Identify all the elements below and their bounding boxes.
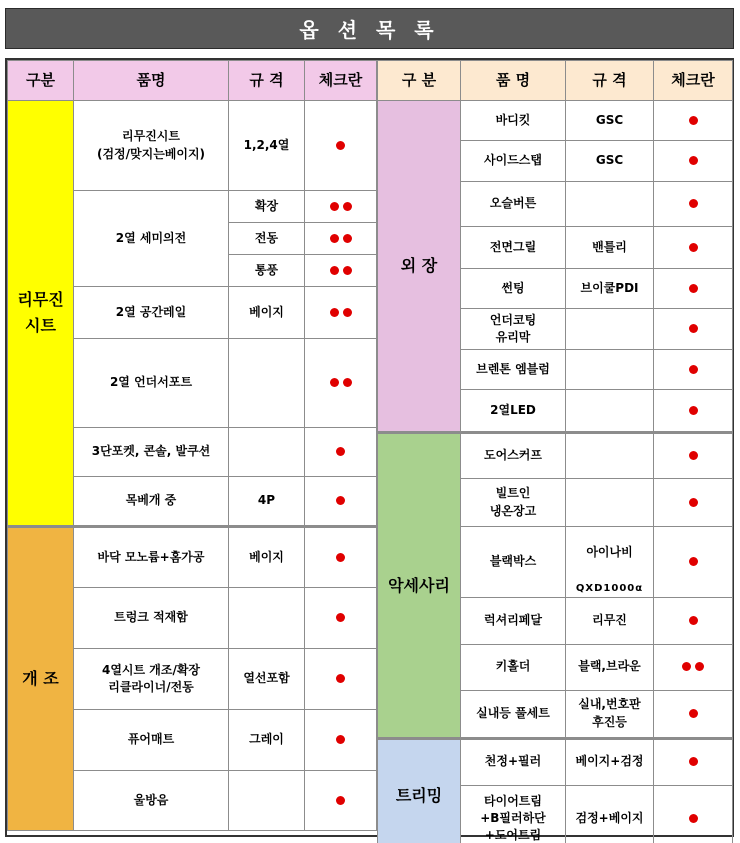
header-product: 품 명: [461, 61, 566, 101]
check-dot: [682, 662, 691, 671]
product-spec: 1,2,4열: [229, 101, 305, 191]
product-spec: [229, 339, 305, 428]
check-dot: [689, 324, 698, 333]
product-spec: 전동: [229, 223, 305, 255]
check-cell: [654, 350, 733, 390]
check-dot: [689, 156, 698, 165]
check-cell: [654, 597, 733, 644]
check-cell: [305, 649, 377, 710]
product-spec: 블랙,브라운: [566, 644, 654, 690]
check-cell: [654, 785, 733, 843]
product-name: 럭셔리페달: [461, 597, 566, 644]
product-name: 목베개 중: [74, 477, 229, 527]
check-dot: [689, 365, 698, 374]
product-name: 3단포켓, 콘솔, 발쿠션: [74, 428, 229, 477]
product-name: 2열 세미의전: [74, 191, 229, 287]
product-name: 오슬버튼: [461, 182, 566, 227]
header-spec: 규 격: [566, 61, 654, 101]
product-spec: 베이지: [229, 527, 305, 588]
product-spec: 리무진: [566, 597, 654, 644]
header-check: 체크란: [654, 61, 733, 101]
product-spec: [566, 527, 654, 598]
check-cell: [305, 588, 377, 649]
product-name: 바닥 모노륨+홈가공: [74, 527, 229, 588]
check-cell: [305, 477, 377, 527]
header-category: 구분: [8, 61, 74, 101]
category-exterior: 외 장: [378, 101, 461, 433]
check-cell: [654, 309, 733, 350]
product-name: 전면그릴: [461, 227, 566, 269]
product-spec: 그레이: [229, 710, 305, 771]
product-spec: GSC: [566, 141, 654, 182]
check-cell: [654, 141, 733, 182]
product-spec: 열선포함: [229, 649, 305, 710]
product-name: 리무진시트 (검정/맞지는베이지): [74, 101, 229, 191]
check-dot: [336, 735, 345, 744]
product-spec: [566, 350, 654, 390]
category-modification: 개 조: [8, 527, 74, 831]
check-cell: [654, 479, 733, 527]
product-spec: 확장: [229, 191, 305, 223]
check-dot: [689, 757, 698, 766]
category-limousine-seat: 리무진 시트: [8, 101, 74, 527]
check-dot: [689, 557, 698, 566]
check-cell: [654, 182, 733, 227]
product-name: 퓨어매트: [74, 710, 229, 771]
check-cell: [305, 710, 377, 771]
product-spec: 통풍: [229, 255, 305, 287]
product-name: 천정+필러: [461, 738, 566, 785]
header-product: 품명: [74, 61, 229, 101]
check-dot: [343, 202, 352, 211]
product-name: 울방음: [74, 771, 229, 831]
spec-model: QXD1000α: [575, 583, 644, 595]
product-name: 언더코팅 유리막: [461, 309, 566, 350]
product-name: 키홀더: [461, 644, 566, 690]
check-dot: [330, 234, 339, 243]
product-name: 바디킷: [461, 101, 566, 141]
product-name: 2열LED: [461, 390, 566, 433]
product-spec: 밴틀리: [566, 227, 654, 269]
check-dot: [336, 613, 345, 622]
product-name: 2열 공간레일: [74, 287, 229, 339]
options-frame: [5, 58, 734, 843]
product-name: 트렁크 적재함: [74, 588, 229, 649]
check-dot: [336, 553, 345, 562]
check-cell: [654, 527, 733, 598]
check-cell: [305, 527, 377, 588]
check-dot: [336, 674, 345, 683]
check-dot: [689, 709, 698, 718]
product-spec: GSC: [566, 101, 654, 141]
check-dot: [689, 498, 698, 507]
check-cell: [654, 227, 733, 269]
product-spec: 4P: [229, 477, 305, 527]
product-spec: [566, 433, 654, 479]
product-name: 실내등 풀세트: [461, 690, 566, 738]
product-spec: [566, 182, 654, 227]
check-dot: [689, 616, 698, 625]
check-dot: [343, 234, 352, 243]
check-cell: [654, 101, 733, 141]
product-spec: 베이지+검정: [566, 738, 654, 785]
check-cell: [305, 771, 377, 831]
check-dot: [343, 266, 352, 275]
check-cell: [305, 428, 377, 477]
product-name: 블랙박스: [461, 527, 566, 598]
check-dot: [689, 406, 698, 415]
check-cell: [305, 255, 377, 287]
check-dot: [343, 378, 352, 387]
product-spec: 실내,번호판 후진등: [566, 690, 654, 738]
check-dot: [689, 199, 698, 208]
product-spec: [566, 309, 654, 350]
product-name: 2열 언더서포트: [74, 339, 229, 428]
check-dot: [336, 447, 345, 456]
header-category: 구 분: [378, 61, 461, 101]
header-check: 체크란: [305, 61, 377, 101]
product-spec: [229, 428, 305, 477]
check-cell: [305, 223, 377, 255]
check-dot: [689, 243, 698, 252]
right-options-table: [377, 60, 733, 843]
product-name: 빌트인 냉온장고: [461, 479, 566, 527]
check-cell: [654, 269, 733, 309]
check-dot: [336, 141, 345, 150]
check-dot: [689, 814, 698, 823]
check-dot: [330, 202, 339, 211]
check-dot: [336, 496, 345, 505]
category-accessory: 악세사리: [378, 433, 461, 739]
page-title: 옵 션 목 록: [299, 18, 440, 42]
header-spec: 규 격: [229, 61, 305, 101]
product-spec: 브이쿨PDI: [566, 269, 654, 309]
check-dot: [695, 662, 704, 671]
check-cell: [305, 101, 377, 191]
check-cell: [654, 690, 733, 738]
spec-brand: 아이나비: [586, 545, 633, 560]
product-name: 타이어트림 +B필러하단 +도어트림: [461, 785, 566, 843]
product-name: 브렌톤 엠블럼: [461, 350, 566, 390]
product-spec: 검정+베이지: [566, 785, 654, 843]
product-spec: 베이지: [229, 287, 305, 339]
title-bar: [5, 8, 734, 49]
product-spec: [566, 390, 654, 433]
check-dot: [689, 451, 698, 460]
check-cell: [654, 390, 733, 433]
check-dot: [689, 284, 698, 293]
check-dot: [330, 378, 339, 387]
check-dot: [343, 308, 352, 317]
product-spec: [229, 771, 305, 831]
check-dot: [336, 796, 345, 805]
product-name: 도어스커프: [461, 433, 566, 479]
product-name: 4열시트 개조/확장 리클라이너/전동: [74, 649, 229, 710]
check-cell: [654, 644, 733, 690]
check-dot: [330, 266, 339, 275]
left-options-table: [7, 60, 377, 831]
check-cell: [305, 191, 377, 223]
check-cell: [305, 287, 377, 339]
category-trimming: 트리밍: [378, 738, 461, 843]
check-cell: [305, 339, 377, 428]
check-dot: [330, 308, 339, 317]
check-cell: [654, 738, 733, 785]
product-name: 썬팅: [461, 269, 566, 309]
product-name: 사이드스탭: [461, 141, 566, 182]
check-cell: [654, 433, 733, 479]
product-spec: [566, 479, 654, 527]
check-dot: [689, 116, 698, 125]
product-spec: [229, 588, 305, 649]
